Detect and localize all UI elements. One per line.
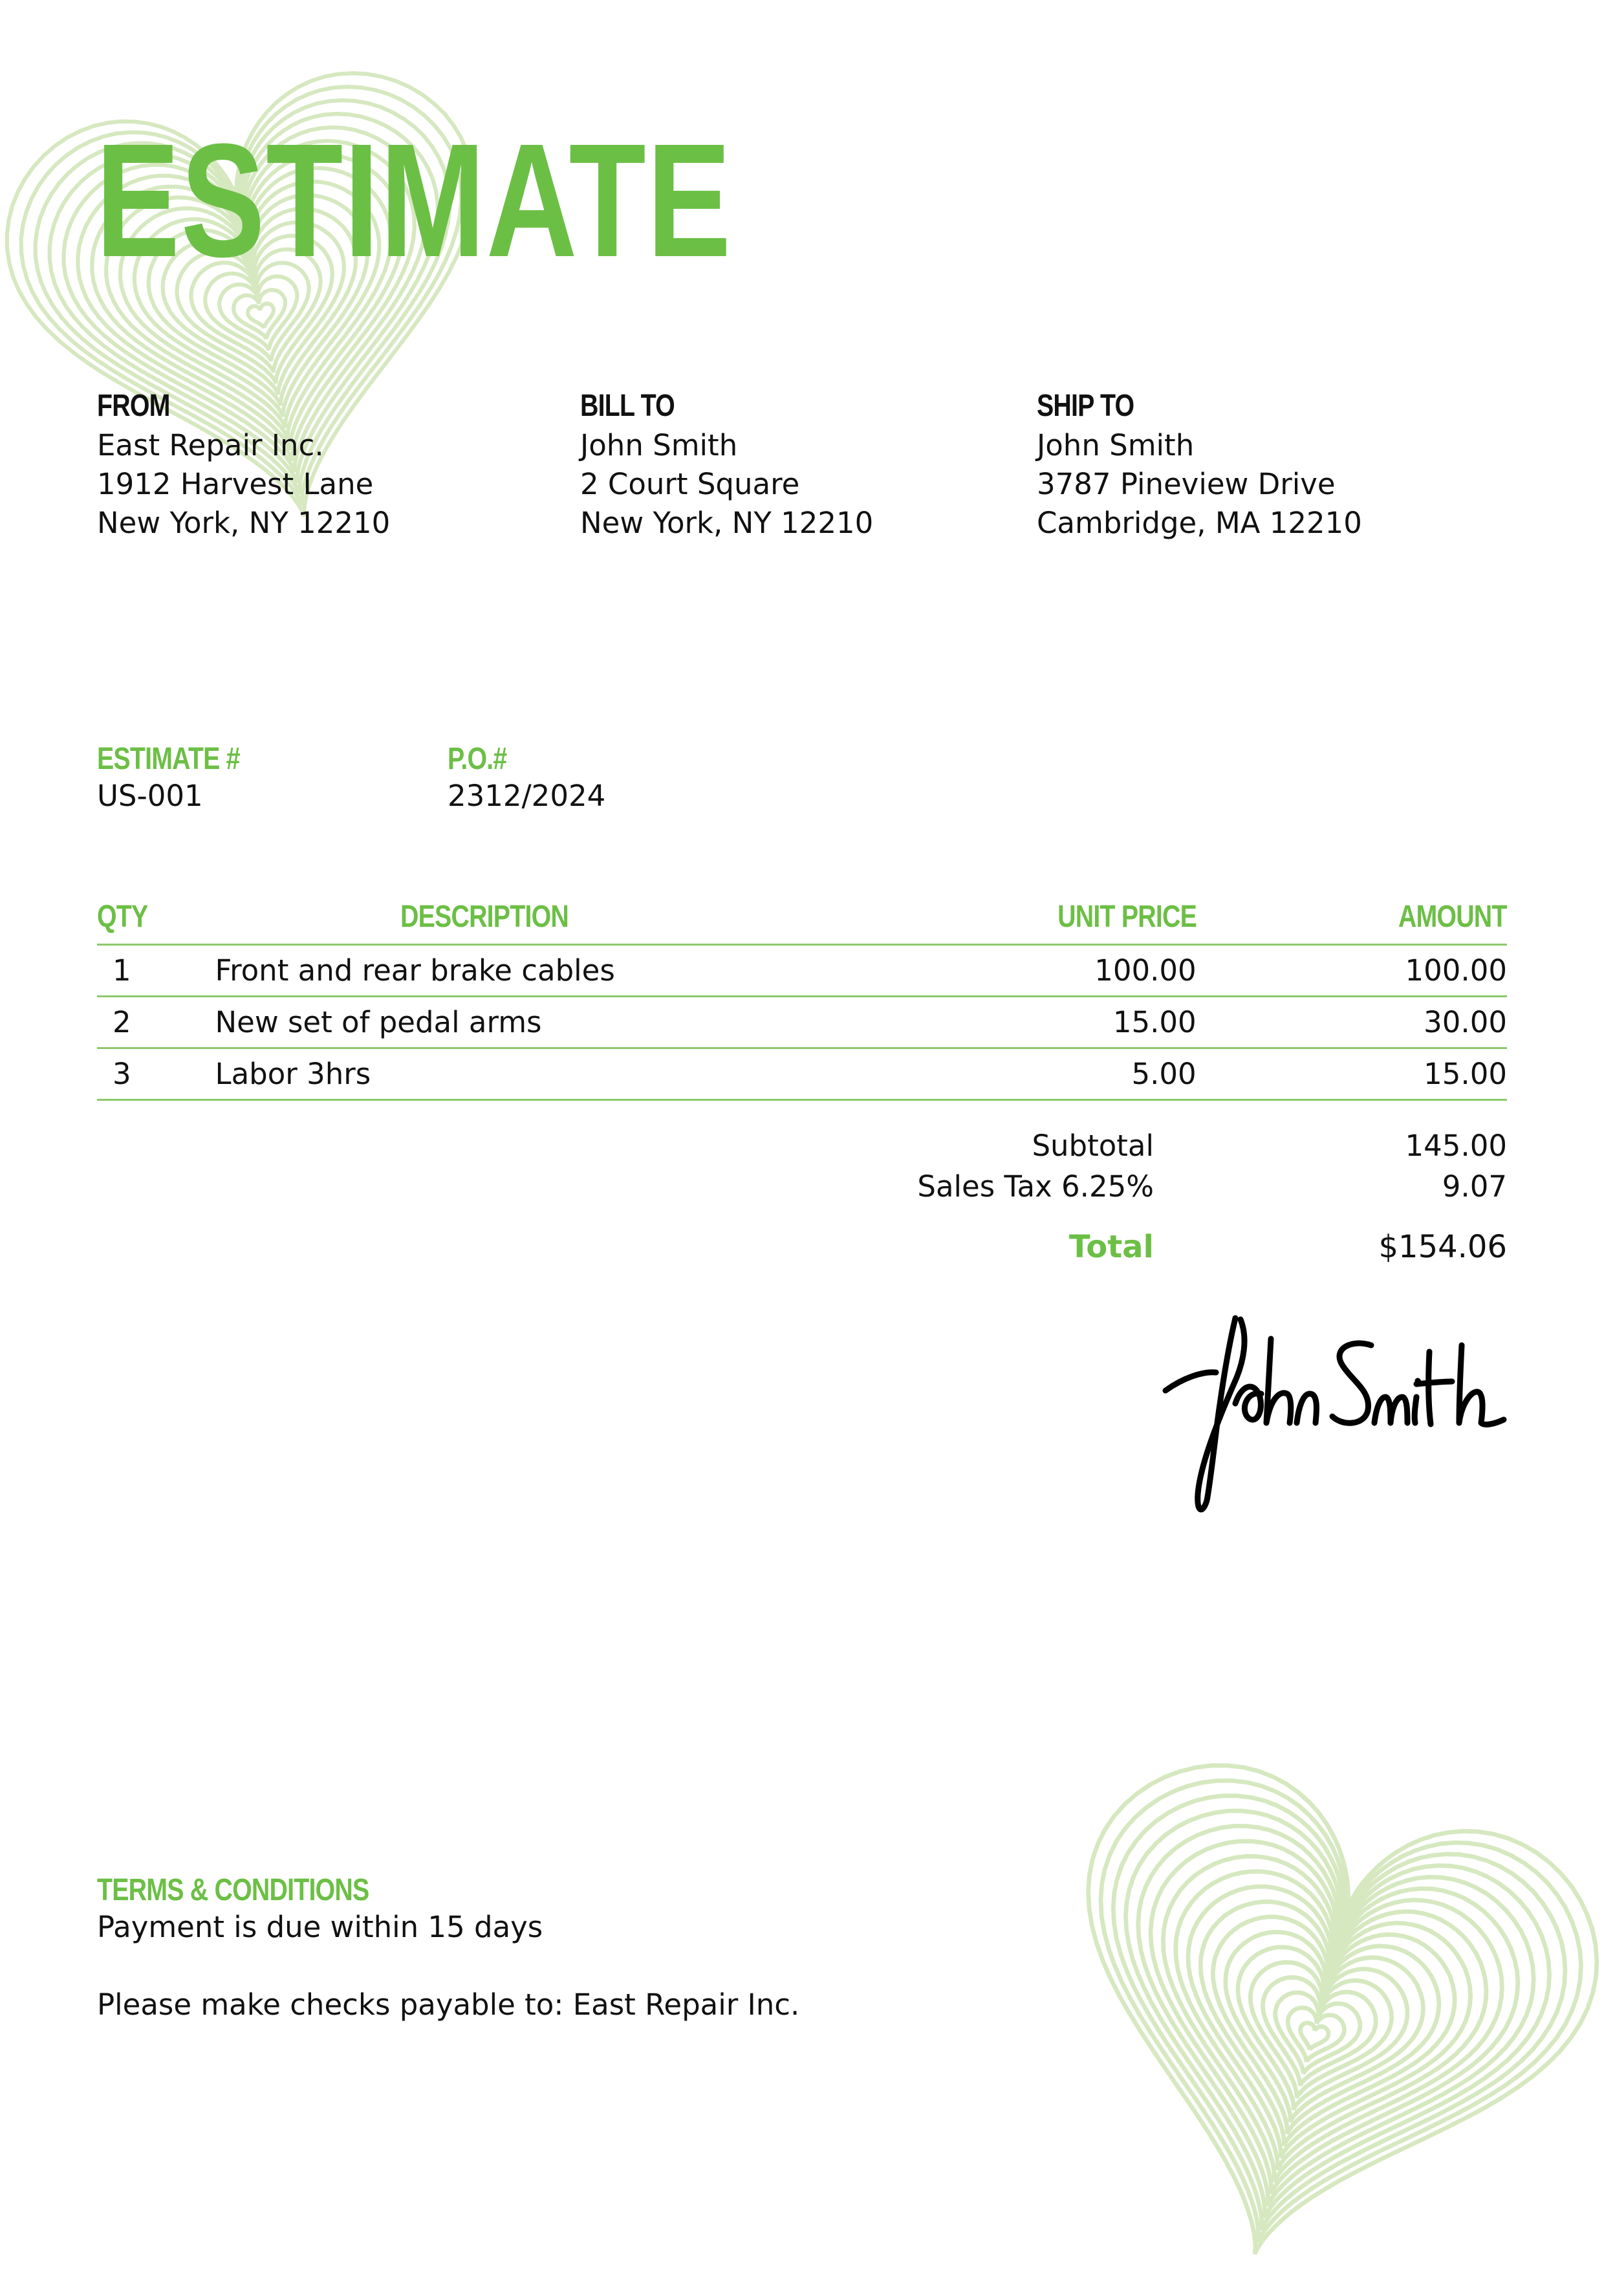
line-items-table bbox=[97, 899, 1507, 1101]
from-heading: FROM bbox=[97, 389, 170, 423]
total-value: $154.06 bbox=[1378, 1229, 1507, 1265]
document-title: ESTIMATE bbox=[96, 110, 732, 290]
table-row bbox=[97, 945, 1507, 997]
po-number-value: 2312/2024 bbox=[448, 779, 606, 813]
po-number-label: P.O.# bbox=[448, 742, 507, 776]
bill-to-line: 2 Court Square bbox=[580, 467, 800, 501]
cell-unit-price: 15.00 bbox=[791, 997, 1197, 1048]
cell-description: New set of pedal arms bbox=[215, 997, 791, 1048]
estimate-number-value: US-001 bbox=[97, 779, 203, 813]
decorative-hearts-bottom bbox=[1035, 1682, 1604, 2296]
cell-unit-price: 100.00 bbox=[791, 945, 1197, 997]
ship-to-heading: SHIP TO bbox=[1037, 389, 1134, 423]
estimate-number-block bbox=[97, 741, 271, 816]
cell-qty: 2 bbox=[97, 997, 215, 1048]
table-row bbox=[97, 1048, 1507, 1100]
subtotal-value: 145.00 bbox=[1405, 1129, 1507, 1163]
column-header-unit-price: UNIT PRICE bbox=[791, 899, 1197, 945]
ship-to-line: Cambridge, MA 12210 bbox=[1037, 506, 1362, 540]
cell-description: Labor 3hrs bbox=[215, 1048, 791, 1100]
sales-tax-label: Sales Tax 6.25% bbox=[917, 1169, 1154, 1204]
signature bbox=[1158, 1300, 1507, 1522]
heart-pattern-icon bbox=[1035, 1682, 1604, 2296]
ship-to-line: 3787 Pineview Drive bbox=[1037, 467, 1336, 501]
from-line: East Repair Inc. bbox=[97, 428, 324, 462]
cell-description: Front and rear brake cables bbox=[215, 945, 791, 997]
ship-to-line: John Smith bbox=[1037, 428, 1195, 462]
cell-qty: 1 bbox=[97, 945, 215, 997]
subtotal-label: Subtotal bbox=[1032, 1129, 1154, 1163]
terms-line: Payment is due within 15 days bbox=[97, 1910, 543, 1944]
signature-image bbox=[1158, 1300, 1507, 1520]
total-label: Total bbox=[1068, 1229, 1154, 1265]
terms-block bbox=[97, 1872, 799, 2024]
terms-line: Please make checks payable to: East Repair Inc. bbox=[97, 1987, 800, 2022]
bill-to-block bbox=[580, 388, 873, 543]
from-block bbox=[97, 388, 390, 543]
terms-heading: TERMS & CONDITIONS bbox=[97, 1873, 369, 1907]
bill-to-line: New York, NY 12210 bbox=[580, 506, 874, 540]
cell-amount: 15.00 bbox=[1197, 1048, 1507, 1100]
cell-qty: 3 bbox=[97, 1048, 215, 1100]
bill-to-heading: BILL TO bbox=[580, 389, 675, 423]
cell-amount: 30.00 bbox=[1197, 997, 1507, 1048]
from-line: New York, NY 12210 bbox=[97, 506, 391, 540]
column-header-description: DESCRIPTION bbox=[215, 899, 791, 945]
cell-amount: 100.00 bbox=[1197, 945, 1507, 997]
sales-tax-value: 9.07 bbox=[1442, 1169, 1507, 1204]
cell-unit-price: 5.00 bbox=[791, 1048, 1197, 1100]
estimate-number-label: ESTIMATE # bbox=[97, 742, 240, 776]
ship-to-block bbox=[1037, 388, 1362, 543]
table-row bbox=[97, 997, 1507, 1048]
from-line: 1912 Harvest Lane bbox=[97, 467, 374, 501]
column-header-qty: QTY bbox=[97, 899, 215, 945]
po-number-block bbox=[448, 741, 605, 816]
bill-to-line: John Smith bbox=[580, 428, 738, 462]
column-header-amount: AMOUNT bbox=[1197, 899, 1507, 945]
table-header-row bbox=[97, 899, 1507, 945]
